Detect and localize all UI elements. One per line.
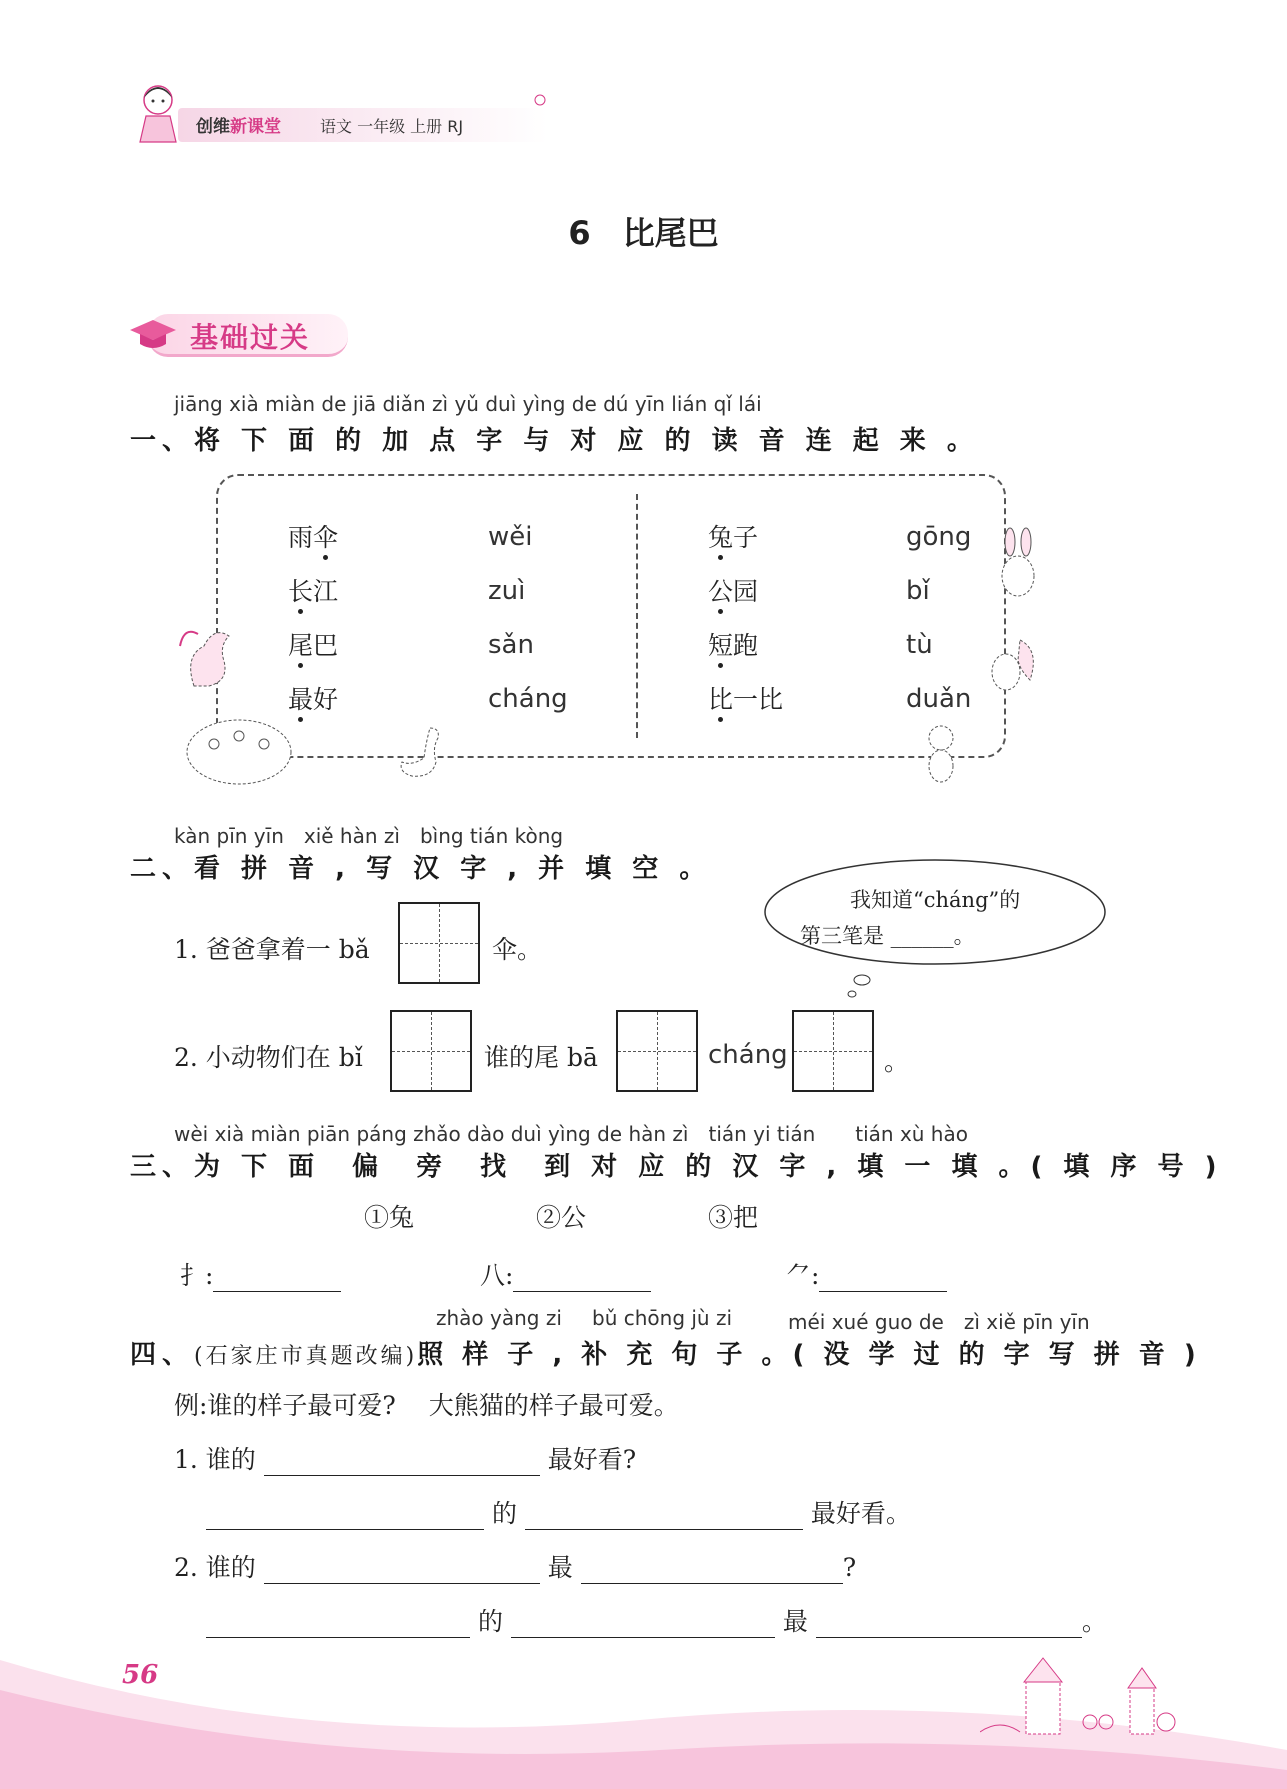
q2-title: 二、看 拼 音 , 写 汉 字 , 并 填 空 。 [130, 854, 712, 884]
pinyin-chang: cháng [488, 684, 568, 714]
q3-pinyin: wèi xià miàn piān páng zhǎo dào duì yìng de hàn zì tián yi tián tián xù hào [174, 1122, 968, 1146]
pinyin-gong: gōng [906, 522, 972, 552]
q3-title: 三、为 下 面 偏 旁 找 到 对 应 的 汉 字 , 填 一 填 。( 填 序 号 ) [130, 1152, 1223, 1182]
peacock-icon [184, 714, 294, 788]
word-duanpao: 短跑 [708, 631, 759, 660]
answer-blank-radical-2[interactable] [513, 1265, 651, 1292]
rabbit-icon [990, 526, 1046, 602]
tian-box-chang[interactable] [792, 1010, 874, 1092]
answer-blank-s2b-3[interactable] [816, 1611, 1082, 1638]
page-number: 56 [122, 1660, 159, 1690]
graduation-cap-icon [128, 316, 178, 356]
word-yusan: 雨伞 [288, 523, 339, 552]
tian-box-ba1[interactable] [398, 902, 480, 984]
q4-source: (石家庄市真题改编) [194, 1344, 418, 1369]
q3-option-2: ②公 [536, 1203, 587, 1232]
header-book: 语文 一年级 上册 RJ [320, 117, 464, 136]
lesson-title: 6 比尾巴 [568, 214, 719, 252]
q3-option-3: ③把 [708, 1203, 759, 1232]
header-bar [128, 78, 548, 148]
q4-example: 例:谁的样子最可爱? 大熊猫的样子最可爱。 [174, 1391, 679, 1420]
pinyin-bi: bǐ [906, 576, 930, 606]
pinyin-tu: tù [906, 630, 933, 660]
q4-sentence-1a: 1. 谁的 最好看? [174, 1445, 637, 1474]
word-biyibi: 比一比 [708, 685, 784, 714]
q4-pinyin-a: zhào yàng zi [436, 1306, 562, 1330]
q1-title: 一、将 下 面 的 加 点 字 与 对 应 的 读 音 连 起 来 。 [130, 426, 979, 456]
squirrel-icon [980, 630, 1040, 700]
word-weiba: 尾巴 [288, 631, 339, 660]
header-brand: 创维新课堂 [196, 117, 281, 137]
answer-blank-radical-3[interactable] [819, 1265, 947, 1292]
q2-item2-mid: 谁的尾 bā [484, 1043, 598, 1072]
answer-blank-s2b-1[interactable] [206, 1611, 470, 1638]
q2-item2-mid2: cháng [708, 1040, 788, 1070]
q4-pinyin-b: bǔ chōng jù zi [592, 1306, 733, 1330]
monkey-icon [916, 720, 966, 790]
q2-item1-post: 伞。 [492, 935, 543, 964]
answer-blank-s2a-2[interactable] [581, 1557, 843, 1584]
answer-blank-s2b-2[interactable] [511, 1611, 775, 1638]
pinyin-san: sǎn [488, 630, 534, 660]
q4-title: 四、(石家庄市真题改编)照 样 子 , 补 充 句 子 。( 没 学 过 的 字 写 拼 音 ) [130, 1340, 1201, 1370]
goose-icon [392, 722, 452, 786]
pinyin-wei: wěi [488, 522, 533, 552]
q3-option-1: ①兔 [364, 1203, 415, 1232]
pinyin-duan: duǎn [906, 684, 972, 714]
q3-radical-1: 扌: [180, 1256, 341, 1292]
bubble-line2: 第三笔是 ______。 [800, 924, 975, 948]
q2-item1-pre: 1. 爸爸拿着一 bǎ [174, 935, 370, 964]
q3-radical-2: 八: [480, 1256, 651, 1292]
answer-blank-s2a-1[interactable] [264, 1557, 540, 1584]
q4-sentence-2a: 2. 谁的 最 ? [174, 1553, 857, 1582]
q3-radical-3: ⺈: [786, 1256, 947, 1292]
q2-item2-post: 。 [884, 1047, 910, 1076]
q1-divider [636, 494, 638, 738]
word-gongyuan: 公园 [708, 577, 759, 606]
q2-item2-pre: 2. 小动物们在 bǐ [174, 1043, 363, 1072]
tian-box-bi[interactable] [390, 1010, 472, 1092]
q4-sentence-2b: 的 最 。 [206, 1602, 1107, 1638]
answer-blank-radical-1[interactable] [213, 1265, 341, 1292]
q4-pinyin-c: méi xué guo de zì xiě pīn yīn [788, 1310, 1090, 1334]
castle-icon [980, 1652, 1180, 1742]
bubble-line1: 我知道“cháng”的 [850, 888, 1021, 912]
section-badge-label: 基础过关 [190, 321, 311, 354]
answer-blank-s1b-2[interactable] [525, 1503, 803, 1530]
pinyin-zui: zuì [488, 576, 526, 606]
word-tuzi: 兔子 [708, 523, 759, 552]
word-zuihao: 最好 [288, 685, 339, 714]
rooster-icon [174, 616, 244, 696]
q1-pinyin: jiāng xià miàn de jiā diǎn zì yǔ duì yìng de dú yīn lián qǐ lái [174, 392, 762, 416]
answer-blank-s1a[interactable] [264, 1449, 540, 1476]
q2-pinyin: kàn pīn yīn xiě hàn zì bìng tián kòng [174, 824, 564, 848]
q4-sentence-1b: 的 最好看。 [206, 1494, 911, 1530]
section-badge [128, 310, 354, 360]
tian-box-ba2[interactable] [616, 1010, 698, 1092]
word-changjiang: 长江 [288, 577, 339, 606]
answer-blank-s1b-1[interactable] [206, 1503, 484, 1530]
flower-icon [532, 92, 548, 108]
